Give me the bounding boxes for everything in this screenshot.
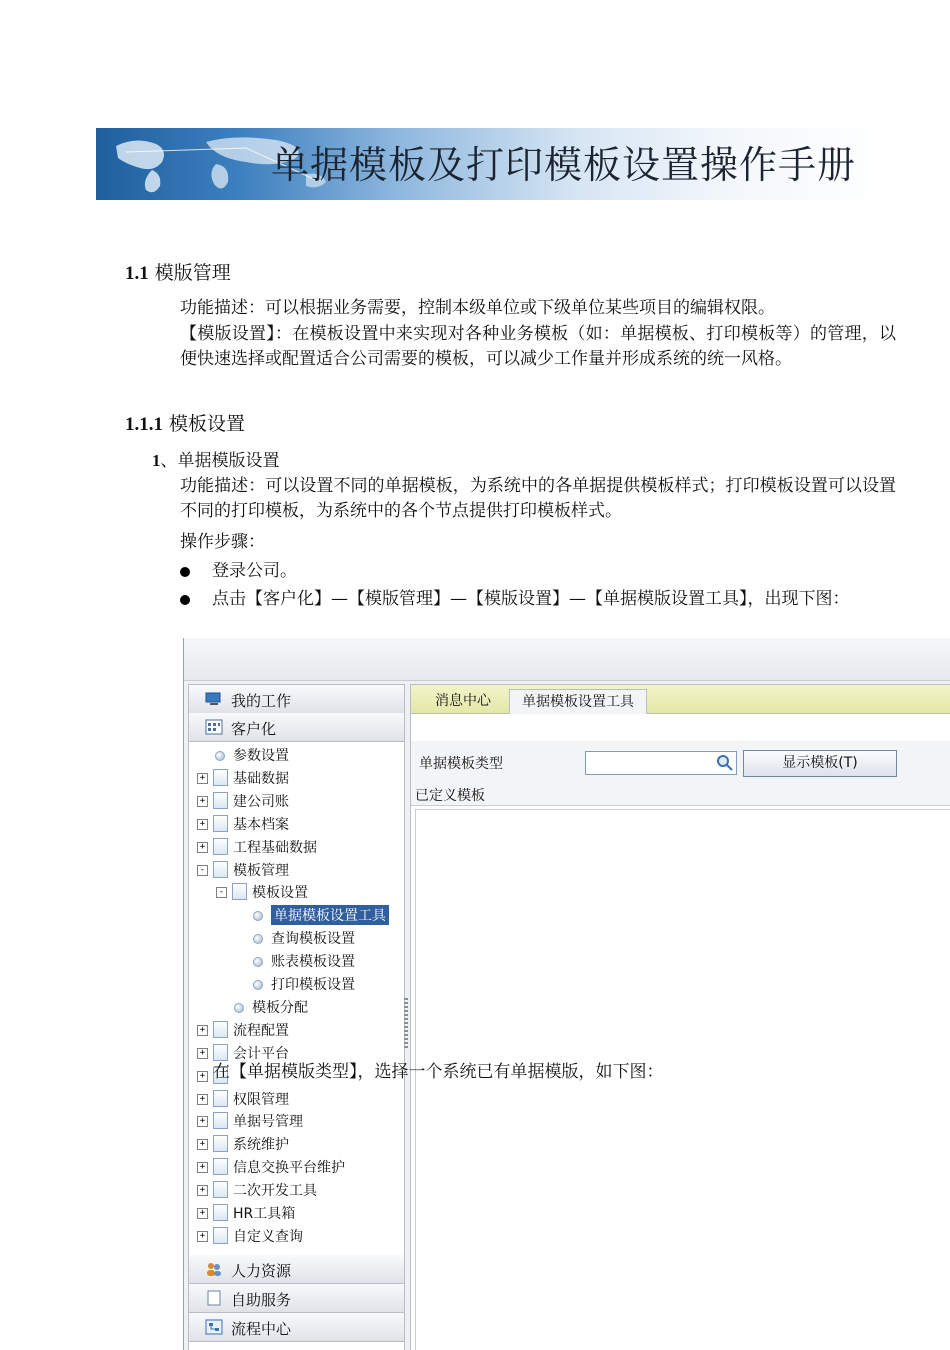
leaf-icon bbox=[253, 980, 263, 990]
tree-node[interactable] bbox=[189, 951, 404, 973]
section-title: 模版管理 bbox=[154, 262, 231, 284]
expand-icon[interactable]: + bbox=[197, 1185, 208, 1196]
folder-icon bbox=[213, 1181, 228, 1198]
collapse-icon[interactable]: - bbox=[197, 865, 208, 876]
section-number: 1.1.1 bbox=[125, 414, 163, 435]
folder-icon bbox=[213, 838, 228, 855]
tree-node[interactable] bbox=[189, 791, 404, 813]
content-panel bbox=[410, 684, 950, 1350]
overlay-paragraph: 在【单据模版类型】，选择一个系统已有单据模版，如下图： bbox=[213, 1062, 664, 1082]
tree-node[interactable] bbox=[189, 1020, 404, 1042]
navigation-panel bbox=[188, 684, 405, 1350]
tree-node-label: 基本档案 bbox=[233, 816, 289, 833]
template-type-input[interactable] bbox=[585, 751, 737, 775]
tree-node-label: 参数设置 bbox=[233, 748, 289, 764]
expand-icon[interactable]: + bbox=[197, 1094, 208, 1105]
section-number: 1.1 bbox=[125, 263, 149, 284]
app-toolbar bbox=[184, 638, 950, 681]
paragraph: 【模版设置】：在模板设置中来实现对各种业务模板（如：单据模板、打印模板等）的管理，以便快速选择或配置适合公司需要的模板，可以减少工作量并形成系统的统一风格。 bbox=[180, 324, 896, 369]
tab-message-center[interactable]: 消息中心 bbox=[435, 693, 491, 709]
tree-node[interactable] bbox=[189, 814, 404, 836]
paragraph: 功能描述：可以设置不同的单据模板，为系统中的各单据提供模板样式；打印模板设置可以设置不同的打印模板，为系统中的各个节点提供打印模板样式。 bbox=[180, 476, 896, 521]
title-banner bbox=[96, 128, 896, 200]
folder-icon bbox=[213, 1021, 228, 1038]
tree-node-label: 工程基础数据 bbox=[233, 839, 317, 856]
grid-icon bbox=[205, 719, 223, 735]
tree-node[interactable] bbox=[189, 1089, 404, 1111]
bullet-item: 登录公司。 bbox=[212, 561, 297, 581]
expand-icon[interactable]: + bbox=[197, 1048, 208, 1059]
leaf-icon bbox=[253, 957, 263, 967]
tree-node[interactable] bbox=[189, 997, 404, 1019]
tree-node[interactable] bbox=[189, 768, 404, 790]
tree-node-label: 会计平台 bbox=[233, 1045, 289, 1062]
panel-splitter[interactable] bbox=[404, 998, 408, 1048]
tree-node-label: 模板分配 bbox=[252, 999, 308, 1016]
accordion-workflow[interactable] bbox=[189, 1313, 404, 1342]
tree-node-label: 模板设置 bbox=[252, 885, 308, 902]
expand-icon[interactable]: + bbox=[197, 1231, 208, 1242]
people-icon bbox=[205, 1261, 223, 1277]
tree-node-label: HR工具箱 bbox=[233, 1206, 296, 1222]
expand-icon[interactable]: + bbox=[197, 842, 208, 853]
folder-icon bbox=[213, 1135, 228, 1152]
document-title: 单据模板及打印模板设置操作手册 bbox=[271, 143, 857, 187]
folder-icon bbox=[213, 1090, 228, 1107]
leaf-icon bbox=[253, 911, 263, 921]
tree-node-label: 建公司账 bbox=[233, 793, 289, 810]
template-form bbox=[411, 741, 950, 806]
expand-icon[interactable]: + bbox=[197, 1116, 208, 1127]
document-icon bbox=[205, 1290, 223, 1306]
tree-node-label: 单据模板设置工具 bbox=[271, 905, 389, 925]
leaf-icon bbox=[215, 751, 225, 761]
accordion-my-work[interactable] bbox=[189, 685, 404, 714]
tree-node[interactable] bbox=[189, 905, 404, 927]
tree-node-label: 自定义查询 bbox=[233, 1228, 303, 1245]
folder-icon bbox=[213, 861, 228, 878]
app-screenshot bbox=[183, 638, 950, 1350]
subsection-heading bbox=[152, 446, 280, 471]
defined-templates-label: 已定义模板 bbox=[415, 788, 485, 804]
accordion-label: 自助服务 bbox=[231, 1291, 292, 1309]
template-type-label: 单据模板类型 bbox=[419, 756, 503, 772]
folder-icon bbox=[213, 815, 228, 832]
subsection-title: 、单据模版设置 bbox=[160, 451, 280, 471]
tree-node[interactable] bbox=[189, 860, 404, 882]
paragraph: 功能描述：可以根据业务需要，控制本级单位或下级单位某些项目的编辑权限。 bbox=[180, 298, 775, 318]
accordion-label: 客户化 bbox=[231, 720, 277, 738]
tree-node[interactable] bbox=[189, 1134, 404, 1156]
tree-node-label: 打印模板设置 bbox=[271, 977, 355, 993]
accordion-label: 我的工作 bbox=[231, 692, 292, 710]
bullet-item: 点击【客户化】—【模版管理】—【模版设置】—【单据模版设置工具】，出现下图： bbox=[212, 589, 850, 609]
section-heading-1-1 bbox=[125, 258, 231, 285]
accordion-hr[interactable] bbox=[189, 1255, 404, 1284]
tree-node-label: 模板管理 bbox=[233, 862, 289, 879]
expand-icon[interactable]: + bbox=[197, 1071, 208, 1082]
folder-icon bbox=[213, 1112, 228, 1129]
tree-node[interactable] bbox=[189, 974, 404, 996]
folder-icon bbox=[213, 792, 228, 809]
tree-node[interactable] bbox=[189, 1180, 404, 1202]
tree-node-label: 二次开发工具 bbox=[233, 1183, 317, 1200]
expand-icon[interactable]: + bbox=[197, 773, 208, 784]
accordion-label: 流程中心 bbox=[231, 1320, 292, 1338]
bullet-icon bbox=[180, 567, 190, 577]
tree-node[interactable] bbox=[189, 1226, 404, 1248]
tab-bill-template-tool[interactable]: 单据模板设置工具 bbox=[509, 689, 647, 714]
tree-node[interactable] bbox=[189, 928, 404, 950]
workflow-icon bbox=[205, 1319, 223, 1335]
folder-icon bbox=[213, 1204, 228, 1221]
section-title: 模板设置 bbox=[169, 413, 246, 435]
folder-icon bbox=[213, 1044, 228, 1061]
accordion-self-service[interactable] bbox=[189, 1284, 404, 1313]
section-heading-1-1-1 bbox=[125, 409, 245, 436]
folder-icon bbox=[213, 1158, 228, 1175]
folder-icon bbox=[213, 769, 228, 786]
expand-icon[interactable]: + bbox=[197, 819, 208, 830]
bullet-icon bbox=[180, 595, 190, 605]
expand-icon[interactable]: + bbox=[197, 1139, 208, 1150]
expand-icon[interactable]: + bbox=[197, 796, 208, 807]
folder-icon bbox=[232, 883, 247, 900]
collapse-icon[interactable]: - bbox=[216, 887, 227, 898]
tree-node[interactable] bbox=[189, 882, 404, 904]
tab-bar bbox=[411, 685, 950, 714]
expand-icon[interactable]: + bbox=[197, 1162, 208, 1173]
tree-node-label: 信息交换平台维护 bbox=[233, 1160, 345, 1177]
accordion-customization[interactable] bbox=[189, 713, 404, 742]
tree-node-label: 查询模板设置 bbox=[271, 931, 355, 948]
tree-node[interactable] bbox=[189, 1203, 404, 1225]
expand-icon[interactable]: + bbox=[197, 1025, 208, 1036]
tree-node[interactable] bbox=[189, 1157, 404, 1179]
folder-icon bbox=[213, 1227, 228, 1244]
computer-icon bbox=[205, 691, 223, 707]
search-icon[interactable] bbox=[716, 754, 734, 772]
tree-node-label: 权限管理 bbox=[233, 1091, 289, 1108]
steps-label: 操作步骤： bbox=[180, 532, 265, 552]
tree-node[interactable] bbox=[189, 1111, 404, 1133]
tree-node-label: 流程配置 bbox=[233, 1022, 289, 1039]
tree-node-label: 系统维护 bbox=[233, 1137, 289, 1154]
tree-node[interactable] bbox=[189, 745, 404, 767]
tree-node-label: 账表模板设置 bbox=[271, 954, 355, 971]
tree-node[interactable] bbox=[189, 837, 404, 859]
leaf-icon bbox=[234, 1003, 244, 1013]
accordion-label: 人力资源 bbox=[231, 1262, 292, 1280]
expand-icon[interactable]: + bbox=[197, 1208, 208, 1219]
show-template-button[interactable]: 显示模板(T) bbox=[743, 750, 897, 777]
tree-node-label: 基础数据 bbox=[233, 770, 289, 787]
leaf-icon bbox=[253, 934, 263, 944]
tree-node-label: 单据号管理 bbox=[233, 1114, 303, 1131]
subsection-number: 1 bbox=[152, 451, 161, 470]
